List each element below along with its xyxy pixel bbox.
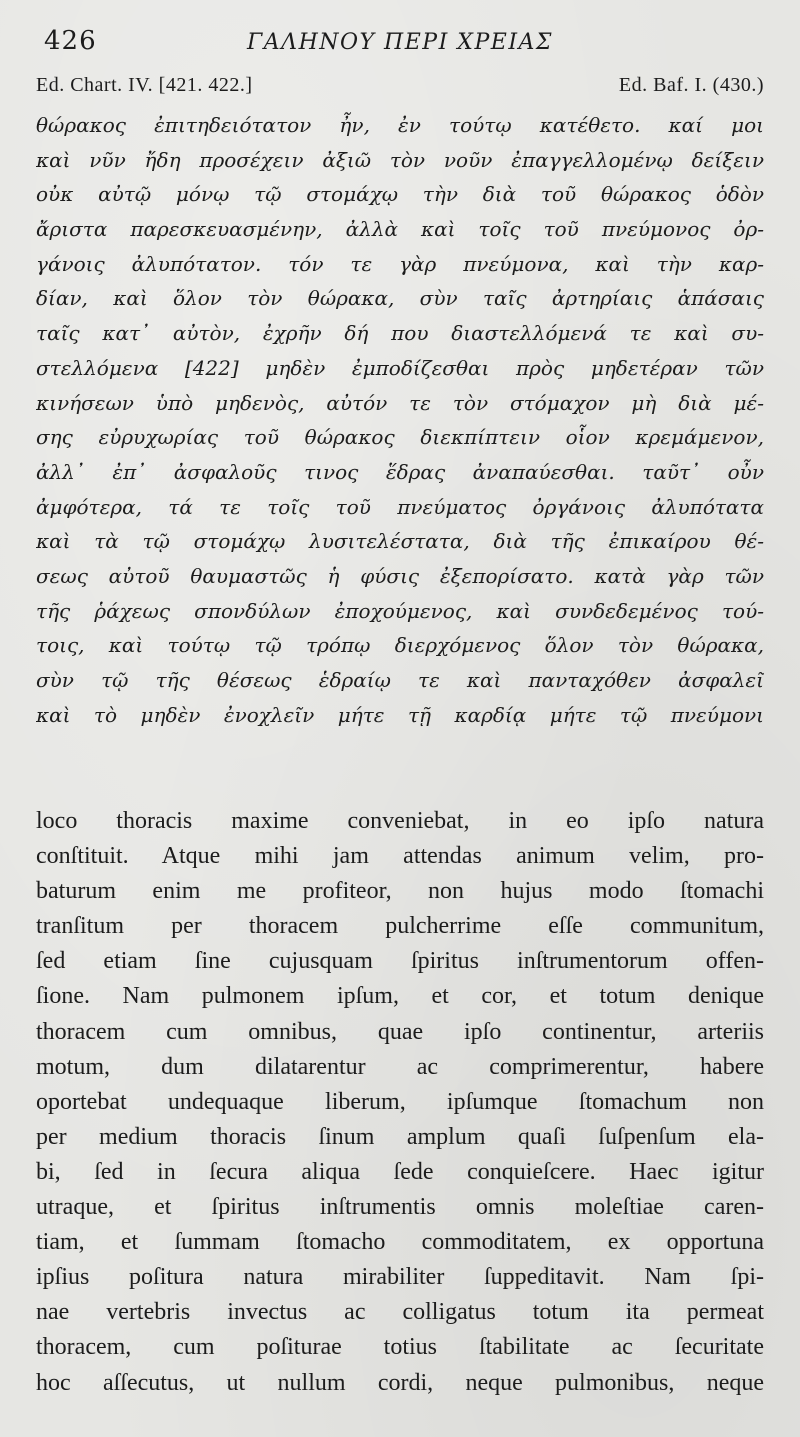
greek-text-line: ἀμφότερα, τά τε τοῖς τοῦ πνεύματος ὀργάνοις ἀλυπότατα: [36, 494, 764, 519]
greek-text-line: κινήσεων ὑπὸ μηδενὸς, αὐτόν τε τὸν στόμαχον μὴ διὰ μέ-: [36, 390, 764, 415]
edition-line: [36, 74, 764, 104]
latin-text-line: conſtituit. Atque mihi jam attendas animum velim, pro-: [36, 843, 764, 870]
latin-text-line: motum, dum dilatarentur ac comprimerentur, habere: [36, 1053, 764, 1080]
greek-text-line: ταῖς κατ᾽ αὐτὸν, ἐχρῆν δή που διαστελλόμενά τε καὶ συ-: [36, 321, 764, 346]
greek-text-line: σης εὐρυχωρίας τοῦ θώρακος διεκπίπτειν οἷον κρεμάμενον,: [36, 425, 764, 450]
latin-text-line: ſed etiam ſine cujusquam ſpiritus inſtrumentorum offen-: [36, 948, 764, 975]
greek-text-line: θώρακος ἐπιτηδειότατον ἦν, ἐν τούτῳ κατέθετο. καί μοι: [36, 113, 764, 137]
latin-text-line: utraque, et ſpiritus inſtrumentis omnis moleſtiae caren-: [36, 1194, 764, 1221]
latin-text-line: thoracem, cum poſiturae totius ſtabilitate ac ſecuritate: [36, 1334, 764, 1361]
edition-chart-reference: Ed. Chart. IV. [421. 422.]: [36, 74, 253, 96]
greek-text-line: σὺν τῷ τῆς θέσεως ἑδραίῳ τε καὶ πανταχόθεν ἀσφαλεῖ: [36, 668, 764, 692]
page-number: 426: [44, 26, 97, 56]
greek-text-block: [36, 108, 764, 732]
latin-text-block: [36, 804, 764, 1401]
latin-text-line: loco thoracis maxime conveniebat, in eo ipſo natura: [36, 808, 764, 834]
latin-text-line: baturum enim me profiteor, non hujus modo ſtomachi: [36, 878, 764, 905]
latin-text-line: ipſius poſitura natura mirabiliter ſuppeditavit. Nam ſpi-: [36, 1264, 764, 1291]
latin-text-line: hoc aſſecutus, ut nullum cordi, neque pulmonibus, neque: [36, 1369, 764, 1396]
greek-text-line: σεως αὐτοῦ θαυμαστῶς ἡ φύσις ἐξεπορίσατο. κατὰ γὰρ τῶν: [36, 563, 764, 588]
latin-text-line: tranſitum per thoracem pulcherrime eſſe communitum,: [36, 913, 764, 940]
greek-text-line: οὐκ αὐτῷ μόνῳ τῷ στομάχῳ τὴν διὰ τοῦ θώρακος ὁδὸν: [36, 182, 764, 207]
latin-text-line: nae vertebris invectus ac colligatus totum ita permeat: [36, 1299, 764, 1326]
greek-text-line: καὶ τὸ μηδὲν ἐνοχλεῖν μήτε τῇ καρδίᾳ μήτε τῷ πνεύμονι: [36, 702, 764, 727]
latin-text-line: thoracem cum omnibus, quae ipſo continentur, arteriis: [36, 1018, 764, 1045]
edition-basel-reference: Ed. Baf. I. (430.): [618, 74, 764, 96]
greek-text-line: ἀλλ᾽ ἐπ᾽ ἀσφαλοῦς τινος ἕδρας ἀναπαύεσθαι. ταῦτ᾽ οὖν: [36, 459, 764, 484]
greek-text-line: καὶ νῦν ἤδη προσέχειν ἀξιῶ τὸν νοῦν ἐπαγγελλομένῳ δείξειν: [36, 147, 764, 172]
greek-text-line: τῆς ῥάχεως σπονδύλων ἐποχούμενος, καὶ συνδεδεμένος τού-: [36, 598, 764, 623]
latin-text-line: per medium thoracis ſinum amplum quaſi ſuſpenſum ela-: [36, 1123, 764, 1150]
greek-text-line: στελλόμενα [422] μηδὲν ἐμποδίζεσθαι πρὸς μηδετέραν τῶν: [36, 355, 764, 380]
greek-text-line: δίαν, καὶ ὅλον τὸν θώρακα, σὺν ταῖς ἀρτηρίαις ἁπάσαις: [36, 286, 764, 311]
book-title: ΓΑΛΗΝΟΥ ΠΕΡΙ ΧΡΕΙΑΣ: [247, 30, 553, 55]
latin-text-line: tiam, et ſummam ſtomacho commoditatem, ex opportuna: [36, 1229, 764, 1256]
latin-text-line: oportebat undequaque liberum, ipſumque ſtomachum non: [36, 1088, 764, 1115]
latin-text-line: ſione. Nam pulmonem ipſum, et cor, et totum denique: [36, 983, 764, 1010]
running-head: [36, 26, 764, 66]
greek-text-line: καὶ τὰ τῷ στομάχῳ λυσιτελέστατα, διὰ τῆς ἐπικαίρου θέ-: [36, 529, 764, 554]
greek-text-line: ἄριστα παρεσκευασμένην, ἀλλὰ καὶ τοῖς τοῦ πνεύμονος ὀρ-: [36, 217, 764, 242]
greek-text-line: τοις, καὶ τούτῳ τῷ τρόπῳ διερχόμενος ὅλον τὸν θώρακα,: [36, 633, 764, 658]
latin-text-line: bi, ſed in ſecura aliqua ſede conquieſcere. Haec igitur: [36, 1158, 764, 1185]
greek-text-line: γάνοις ἀλυπότατον. τόν τε γὰρ πνεύμονα, καὶ τὴν καρ-: [36, 251, 764, 276]
